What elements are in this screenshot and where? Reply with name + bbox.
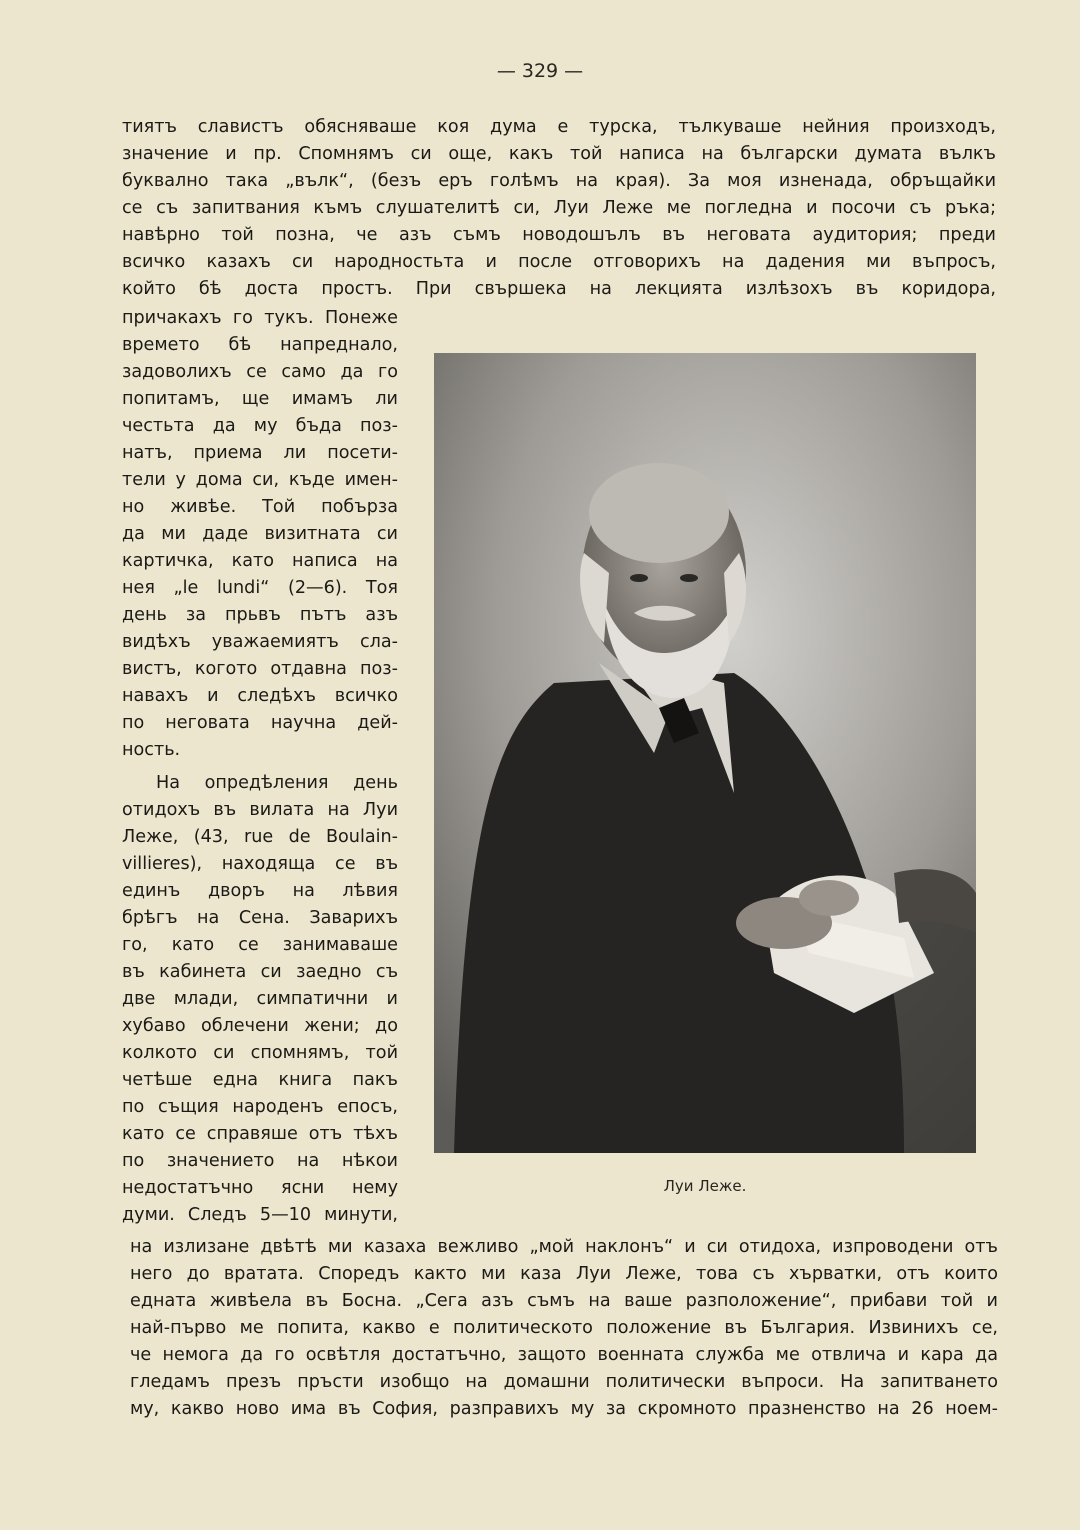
text-line: Леже, (43, rue de Boulain- xyxy=(122,827,398,847)
text-line: натъ, приема ли посети- xyxy=(122,443,398,463)
text-line: се съ запитвания къмъ слушателитѣ си, Луи Леже ме погледна и посочи съ ръка; xyxy=(122,198,996,218)
text-line: картичка, като написа на xyxy=(122,551,398,571)
text-line: отидохъ въ вилата на Луи xyxy=(122,800,398,820)
text-line: колкото си спомнямъ, той xyxy=(122,1043,398,1063)
text-line: всичко казахъ си народностьта и после отговорихъ на дадения ми въпросъ, xyxy=(122,252,996,272)
text-line: четѣше една книга пакъ xyxy=(122,1070,398,1090)
text-line: навахъ и следѣхъ всичко xyxy=(122,686,398,706)
portrait-photo xyxy=(434,353,976,1153)
text-line: тели у дома си, къде имен- xyxy=(122,470,398,490)
text-line: го, като се занимаваше xyxy=(122,935,398,955)
text-line: му, какво ново има въ София, разправихъ му за скромното празненство на 26 ноем- xyxy=(130,1399,998,1419)
text-line: На опредѣления день xyxy=(156,773,398,793)
text-line: причакахъ го тукъ. Понеже xyxy=(122,308,398,328)
text-line: на излизане двѣтѣ ми казаха вежливо „мой наклонъ“ и си отидоха, изпроводени отъ xyxy=(130,1237,998,1257)
text-line: тиятъ славистъ обясняваше коя дума е турска, тълкуваше нейния произходъ, xyxy=(122,117,996,137)
text-line: ность. xyxy=(122,740,181,760)
text-line: него до вратата. Споредъ както ми каза Луи Леже, това съ хърватки, отъ които xyxy=(130,1264,998,1284)
portrait-illustration xyxy=(434,353,976,1153)
top-paragraph xyxy=(122,114,996,303)
text-line: да ми даде визитната си xyxy=(122,524,398,544)
bottom-paragraph xyxy=(130,1234,998,1423)
text-line: задоволихъ се само да го xyxy=(122,362,398,382)
text-line: хубаво облечени жени; до xyxy=(122,1016,398,1036)
photo-caption: Луи Леже. xyxy=(663,1177,747,1195)
column-paragraph-2 xyxy=(122,770,398,1229)
text-line: значение и пр. Спомнямъ си още, какъ той написа на български думата вълкъ xyxy=(122,144,996,164)
text-line: навѣрно той позна, че азъ съмъ новодошълъ въ неговата аудитория; преди xyxy=(122,225,996,245)
text-line: че немога да го освѣтля достатъчно, защото военната служба ме отвлича и кара да xyxy=(130,1345,998,1365)
text-line: день за прьвъ пътъ азъ xyxy=(122,605,398,625)
text-line: едната живѣела въ Босна. „Сега азъ съмъ на ваше разположение“, прибави той и xyxy=(130,1291,998,1311)
text-line: въ кабинета си заедно съ xyxy=(122,962,398,982)
text-line: недостатъчно ясни нему xyxy=(122,1178,398,1198)
text-line: гледамъ презъ пръсти изобщо на домашни политически въпроси. На запитването xyxy=(130,1372,998,1392)
text-line: нея „le lundi“ (2—6). Тоя xyxy=(122,578,398,598)
text-line: две млади, симпатични и xyxy=(122,989,398,1009)
text-line: единъ дворъ на лѣвия xyxy=(122,881,398,901)
text-line: по значението на нѣкои xyxy=(122,1151,398,1171)
text-line: буквално така „вълк“, (безъ еръ голѣмъ на края). За моя изненада, обръщайки xyxy=(122,171,996,191)
text-line: по същия народенъ епосъ, xyxy=(122,1097,398,1117)
text-line: честьта да му бъда поз- xyxy=(122,416,398,436)
text-line: по неговата научна дей- xyxy=(122,713,398,733)
text-line: като се справяше отъ тѣхъ xyxy=(122,1124,398,1144)
text-line: думи. Следъ 5—10 минути, xyxy=(122,1205,398,1225)
text-line: вистъ, когото отдавна поз- xyxy=(122,659,398,679)
column-paragraph-1 xyxy=(122,305,398,764)
text-line: брѣгъ на Сена. Заварихъ xyxy=(122,908,398,928)
text-line: времето бѣ напреднало, xyxy=(122,335,398,355)
text-line: попитамъ, ще имамъ ли xyxy=(122,389,398,409)
text-line: който бѣ доста простъ. При свършека на лекцията излѣзохъ въ коридора, xyxy=(122,279,996,299)
text-line: най-първо ме попита, какво е политическото положение въ България. Извинихъ се, xyxy=(130,1318,998,1338)
text-line: villieres), находяща се въ xyxy=(122,854,398,874)
text-line: но живѣе. Той побърза xyxy=(122,497,398,517)
page-number: — 329 — xyxy=(496,60,584,82)
text-line: видѣхъ уважаемиятъ сла- xyxy=(122,632,398,652)
